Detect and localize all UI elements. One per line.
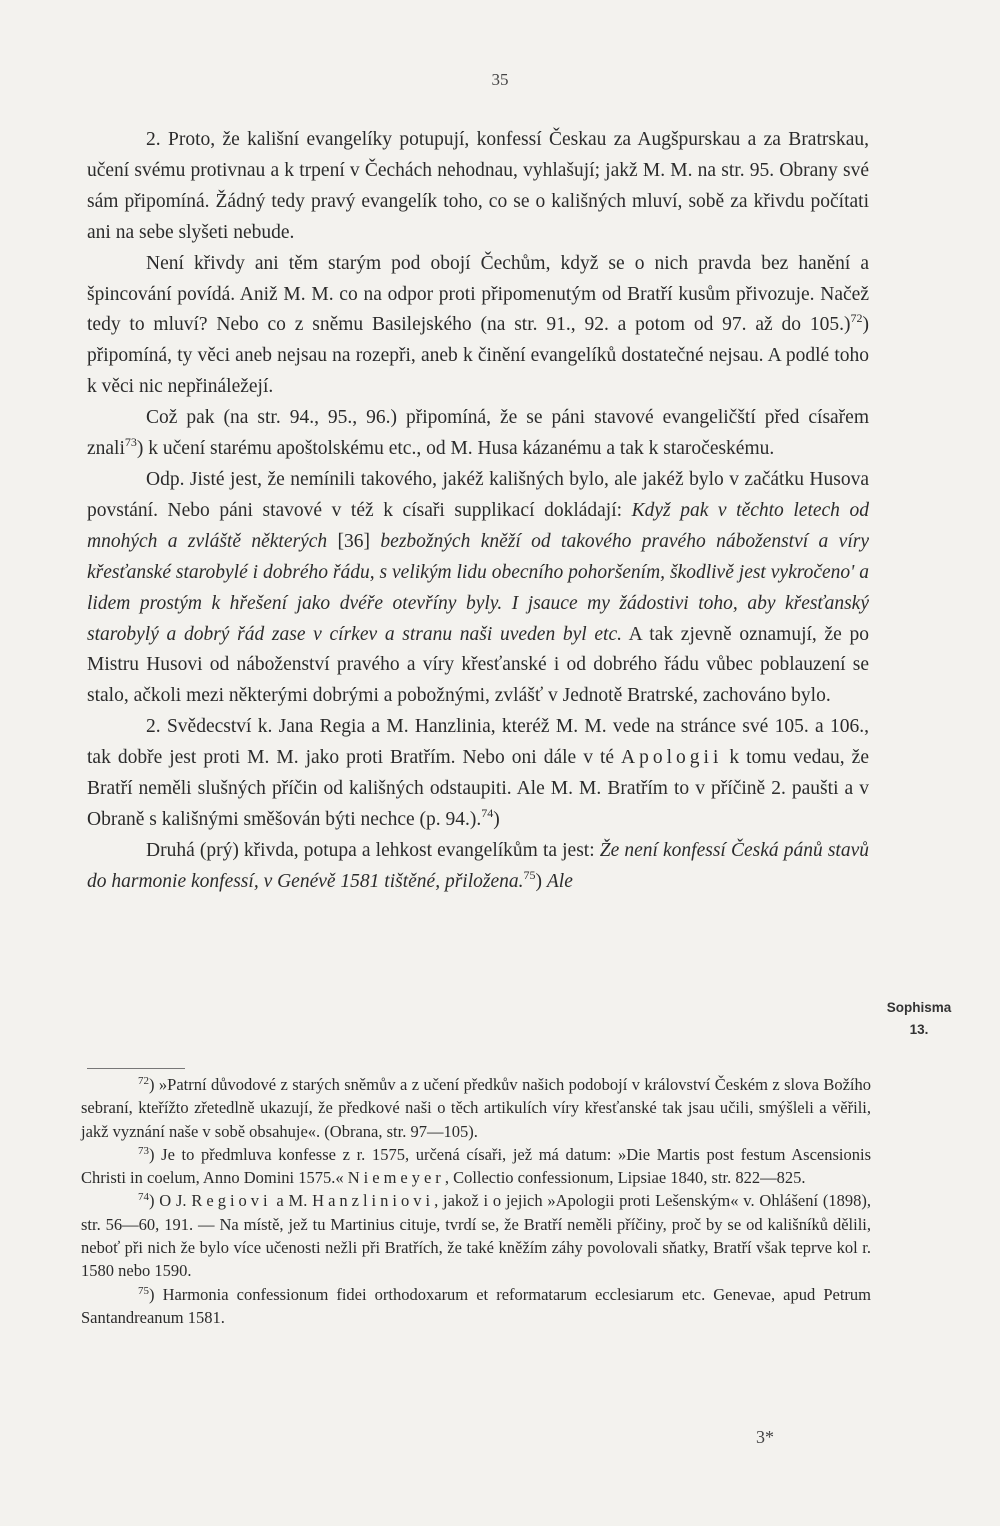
footnote-72: $^{72}$) »Patrní důvodové z starých sněmův a z učení předkův našich podobojí v království Českém z slova Božího sebraní, kteřížto zřetedlně ukazují, že předkové naši o těch artikulích víry křesťanské tak jsau učili, smýšleli a věřili, jakž vyznání naše v sobě obsahuje«. (Obrana, str. 97—105). xyxy=(81,1075,871,1141)
page-bracket: [36] xyxy=(327,530,381,552)
paragraph-4: Odp. Jisté jest, že nemínili takového, jakéž kališných bylo, ale jakéž bylo v začátku Husova povstání. Nebo páni stavové v též k císaři supplikací dokládají: Když pak v těchto letech od mnohých a zvláště některých [36] bezbožných kněží od takového pravého náboženství a víry křesťanské starobylé i dobrého řádu, s velikým lidu obecního pohoršením, škodlivě jest vykročeno' a lidem prostým k hřešení jako dvéře otevříny byly. I jsauce my žádostivi toho, aby křesťanský starobylý a dobrý řád zase v církev a stranu naši uveden byl etc. A tak zjevně oznamují, že po Mistru Husovi od náboženství pravého a víry křesťanské i od dobrého řádu vůbec poblauzení se stalo, ačkoli mezi některými dobrými a pobožnými, zvlášť v Jednotě Bratrské, zachováno bylo. xyxy=(87,468,870,707)
paragraph-5: 2. Svědecství k. Jana Regia a M. Hanzlinia, kteréž M. M. vede na stránce své 105. a 106., tak dobře jest proti M. M. jako proti Bratřím. Nebo oni dále v té Apologii k tomu vedau, že Bratří neměli slušných příčin od kališných odstaupiti. Ale M. M. Bratřím to v příčině 2. paušti a v Obraně s kališnými směšován býti nechce (p. 94.).$^{74}$) xyxy=(87,716,869,830)
footnote-ref-73: 73 xyxy=(124,435,137,450)
paragraph-1: 2. Proto, že kališní evangelíky potupují, konfessí Českau za Augšpurskau a za Bratrskau, učení svému protivnau a k trpení v Čechách nehodnau, vyhlašují; jakž M. M. na str. 95. Obrany své sám připomíná. Žádný tedy pravý evangelík toho, co se o kališných mluví, sobě za křivdu počítati ani na sebe slyšeti nebude. xyxy=(87,129,869,243)
italic-quote-3: Že není konfessí Česká pánů stavů do harmonie konfessí, v Genévě 1581 tištěné, přiložena. xyxy=(87,839,869,892)
footnote-74: $^{74}$) O J. Regiovi a M. Hanzliniovi, jakož i o jejich »Apologii proti Lešenským« v. Ohlášení (1898), str. 56—60, 191. — Na místě, jež tu Martinius cituje, tvrdí se, že Bratří neměli příčiny, proč by se od kališníků dělili, neboť při nich že bylo více učenosti nežli při Bratřích, že také kněžím záhy povolovali sňatky, Bratří však teprve kol r. 1580 nebo 1590. xyxy=(81,1191,871,1281)
margin-note-number: 13. xyxy=(909,1022,929,1037)
paragraph-6: Druhá (prý) křivda, potupa a lehkost evangelíkům ta jest: Že není konfessí Česká pánů stavů do harmonie konfessí, v Genévě 1581 tištěné, přiložena.$^{75}$) Ale xyxy=(87,839,869,892)
margin-note xyxy=(876,997,962,1041)
spaced-word: Apologii xyxy=(621,747,723,769)
italic-quote-1: Když pak v těchto letech od mnohých a zvláště některých xyxy=(87,499,870,552)
footnotes xyxy=(81,1073,871,1329)
margin-note-label: Sophisma xyxy=(886,1000,952,1015)
footnote-ref-74: 74 xyxy=(481,805,494,820)
footnote-73: $^{73}$) Je to předmluva konfesse z r. 1575, určená císaři, jež má datum: »Die Martis post festum Ascensionis Christi in coelum, Anno Domini 1575.« Niemeyer, Collectio confessionum, Lipsiae 1840, str. 822—825. xyxy=(81,1144,871,1188)
footnote-divider xyxy=(87,1068,185,1069)
footnote-75: $^{75}$) Harmonia confessionum fidei orthodoxarum et reformatarum ecclesiarum etc. Genevae, apud Petrum Santandreanum 1581. xyxy=(81,1284,871,1327)
main-text xyxy=(87,125,869,898)
footnote-ref-72: 72 xyxy=(850,311,863,326)
paragraph-2: Není křivdy ani těm starým pod obojí Čechům, když se o nich pravda bez hanění a špincování povídá. Aniž M. M. co na odpor proti připomenutým od Bratří kusům přivozuje. Načež tedy to mluví? Nebo co z sněmu Basilejského (na str. 91., 92. a potom od 97. až do 105.)$^{72}$) připomíná, ty věci aneb nejsau na rozepři, aneb k činění evangelíků dostatečné nejsau. A podlé toho k věci nic nepřináležejí. xyxy=(87,252,869,398)
page-number: 35 xyxy=(491,70,509,89)
signature-mark: 3* xyxy=(756,1427,774,1447)
paragraph-3: Což pak (na str. 94., 95., 96.) připomíná, že se páni stavové evangeličští před císařem znali$^{73}$) k učení starému apoštolskému etc., od M. Husa kázanému a tak k staročeskému. xyxy=(87,407,869,460)
footnote-ref-75: 75 xyxy=(523,867,536,882)
italic-quote-2: bezbožných kněží od takového pravého náboženství a víry křesťanské starobylé i dobrého řádu, s velikým lidu obecního pohoršením, škodlivě jest vykročeno' a lidem prostým k hřešení jako dvéře otevříny byly. I jsauce my žádostivi toho, aby křesťanský starobylý a dobrý řád zase v církev a stranu naši uveden byl etc. xyxy=(87,530,869,645)
